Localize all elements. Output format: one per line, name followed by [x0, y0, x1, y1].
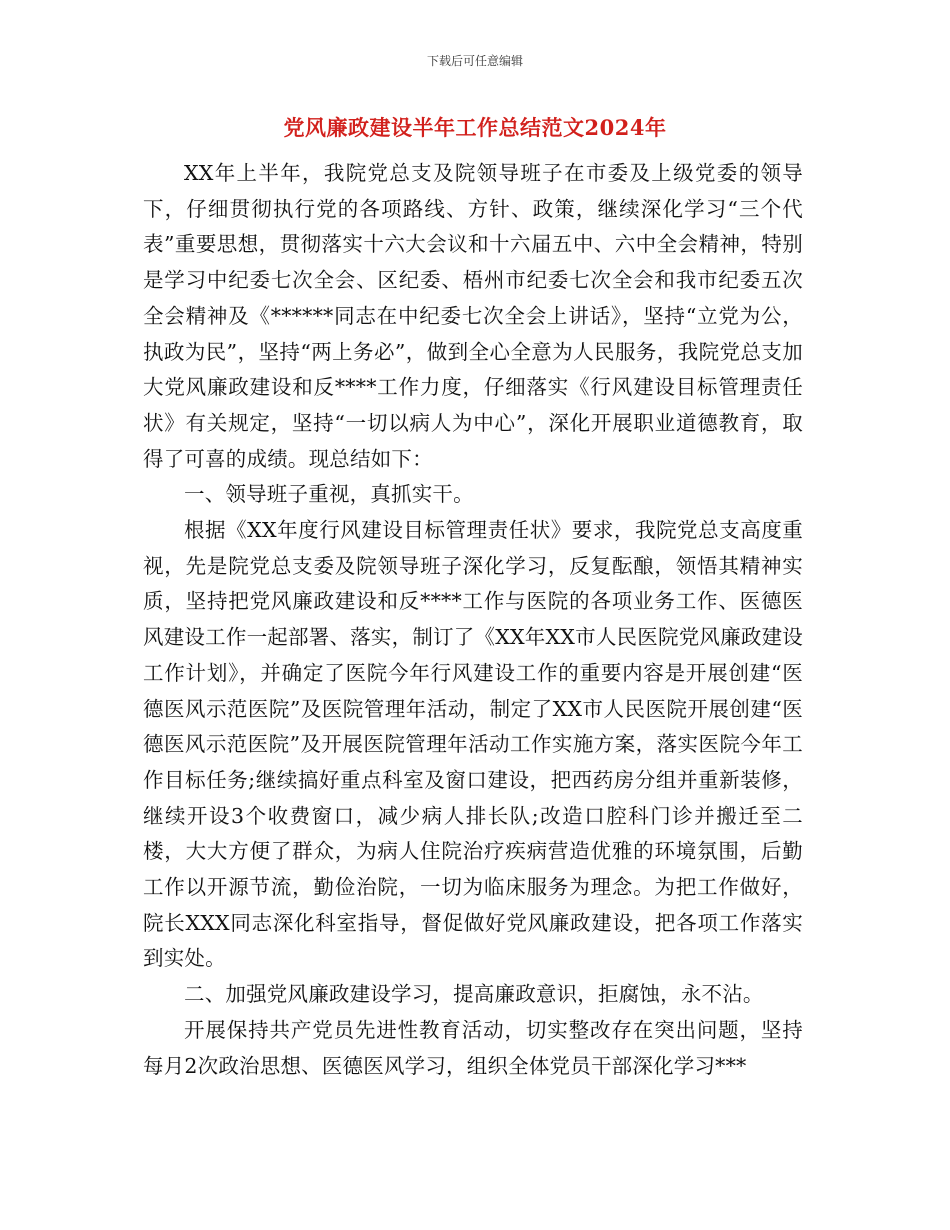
paragraph-intro: XX年上半年，我院党总支及院领导班子在市委及上级党委的领导下，仔细贯彻执行党的各项路线、方针、政策，继续深化学习“三个代表”重要思想，贯彻落实十六大会议和十六届五中、六中全会精神，特别是学习中纪委七次全会、区纪委、梧州市纪委七次全会和我市纪委五次全会精神及《******同志在中纪委七次全会上讲话》，坚持“立党为公，执政为民”，坚持“两上务必”，做到全心全意为人民服务，我院党总支加大党风廉政建设和反****工作力度，仔细落实《行风建设目标管理责任状》有关规定，坚持“一切以病人为中心”，深化开展职业道德教育，取得了可喜的成绩。现总结如下： [143, 161, 803, 471]
section-heading-1: 一、领导班子重视，真抓实干。 [184, 482, 474, 507]
document-body [143, 156, 803, 1084]
section-heading-2: 二、加强党风廉政建设学习，提高廉政意识，拒腐蚀，永不沾。 [184, 982, 764, 1007]
paragraph-section-2: 开展保持共产党员先进性教育活动，切实整改存在突出问题，坚持每月2次政治思想、医德医风学习，组织全体党员干部深化学习*** [143, 1017, 803, 1078]
header-note: 下载后可任意编辑 [426, 54, 523, 68]
document-title: 党风廉政建设半年工作总结范文2024年 [283, 115, 667, 140]
paragraph-section-1: 根据《XX年度行风建设目标管理责任状》要求，我院党总支高度重视，先是院党总支委及院领导班子深化学习，反复酝酿，领悟其精神实质，坚持把党风廉政建设和反****工作与医院的各项业务工作、医德医风建设工作一起部署、落实，制订了《XX年XX市人民医院党风廉政建设工作计划》，并确定了医院今年行风建设工作的重要内容是开展创建“医德医风示范医院”及医院管理年活动，制定了XX市人民医院开展创建“医德医风示范医院”及开展医院管理年活动工作实施方案，落实医院今年工作目标任务;继续搞好重点科室及窗口建设，把西药房分组并重新装修，继续开设3个收费窗口，减少病人排长队;改造口腔科门诊并搬迁至二楼，大大方便了群众，为病人住院治疗疾病营造优雅的环境氛围，后勤工作以开源节流，勤俭治院，一切为临床服务为理念。为把工作做好，院长XXX同志深化科室指导，督促做好党风廉政建设，把各项工作落实到实处。 [143, 518, 803, 971]
